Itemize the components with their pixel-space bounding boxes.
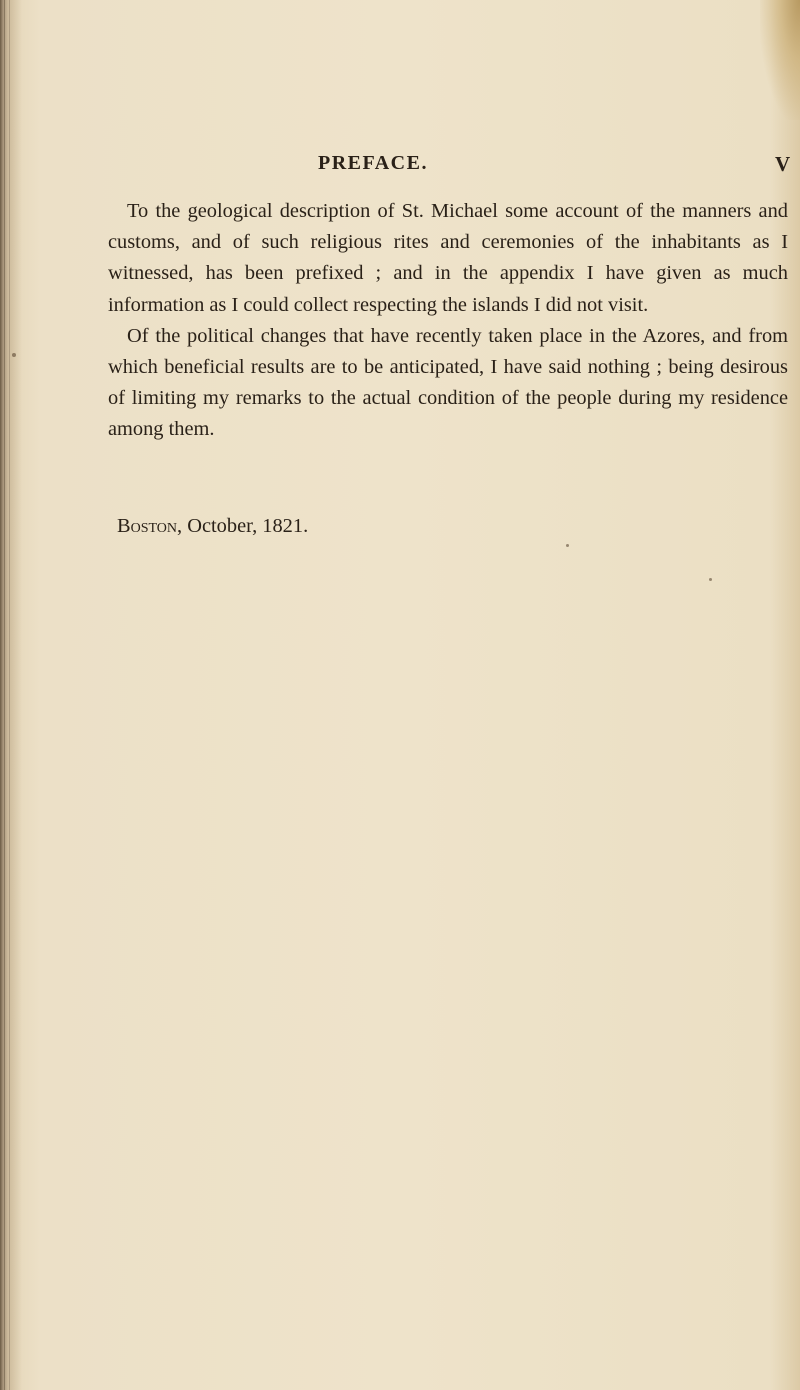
signoff-date: October, 1821.	[187, 515, 309, 537]
preface-body	[108, 196, 788, 446]
paragraph: To the geological description of St. Michael some account of the manners and customs, and of such religious rites and ceremonies of the inhabitants as I witnessed, has been prefixed ; and in the appendix I have given as much information as I could collect respecting the islands I did not visit.	[108, 200, 788, 316]
foxing-speck	[12, 353, 16, 357]
paragraph: Of the political changes that have recently taken place in the Azores, and from which beneficial results are to be anticipated, I have said nothing ; being desirous of limiting my remarks to the actual condition of the people during my residence among them.	[108, 324, 788, 441]
spine-edge	[9, 0, 10, 1390]
running-title: PREFACE.	[318, 152, 428, 174]
page-number: V	[775, 152, 791, 176]
foxing-speck	[709, 578, 712, 581]
signoff-place: Boston,	[117, 515, 183, 537]
page-stain	[760, 0, 800, 120]
signoff	[117, 515, 308, 538]
running-head	[110, 152, 795, 182]
foxing-speck	[566, 544, 569, 547]
spine-edge	[4, 0, 5, 1390]
